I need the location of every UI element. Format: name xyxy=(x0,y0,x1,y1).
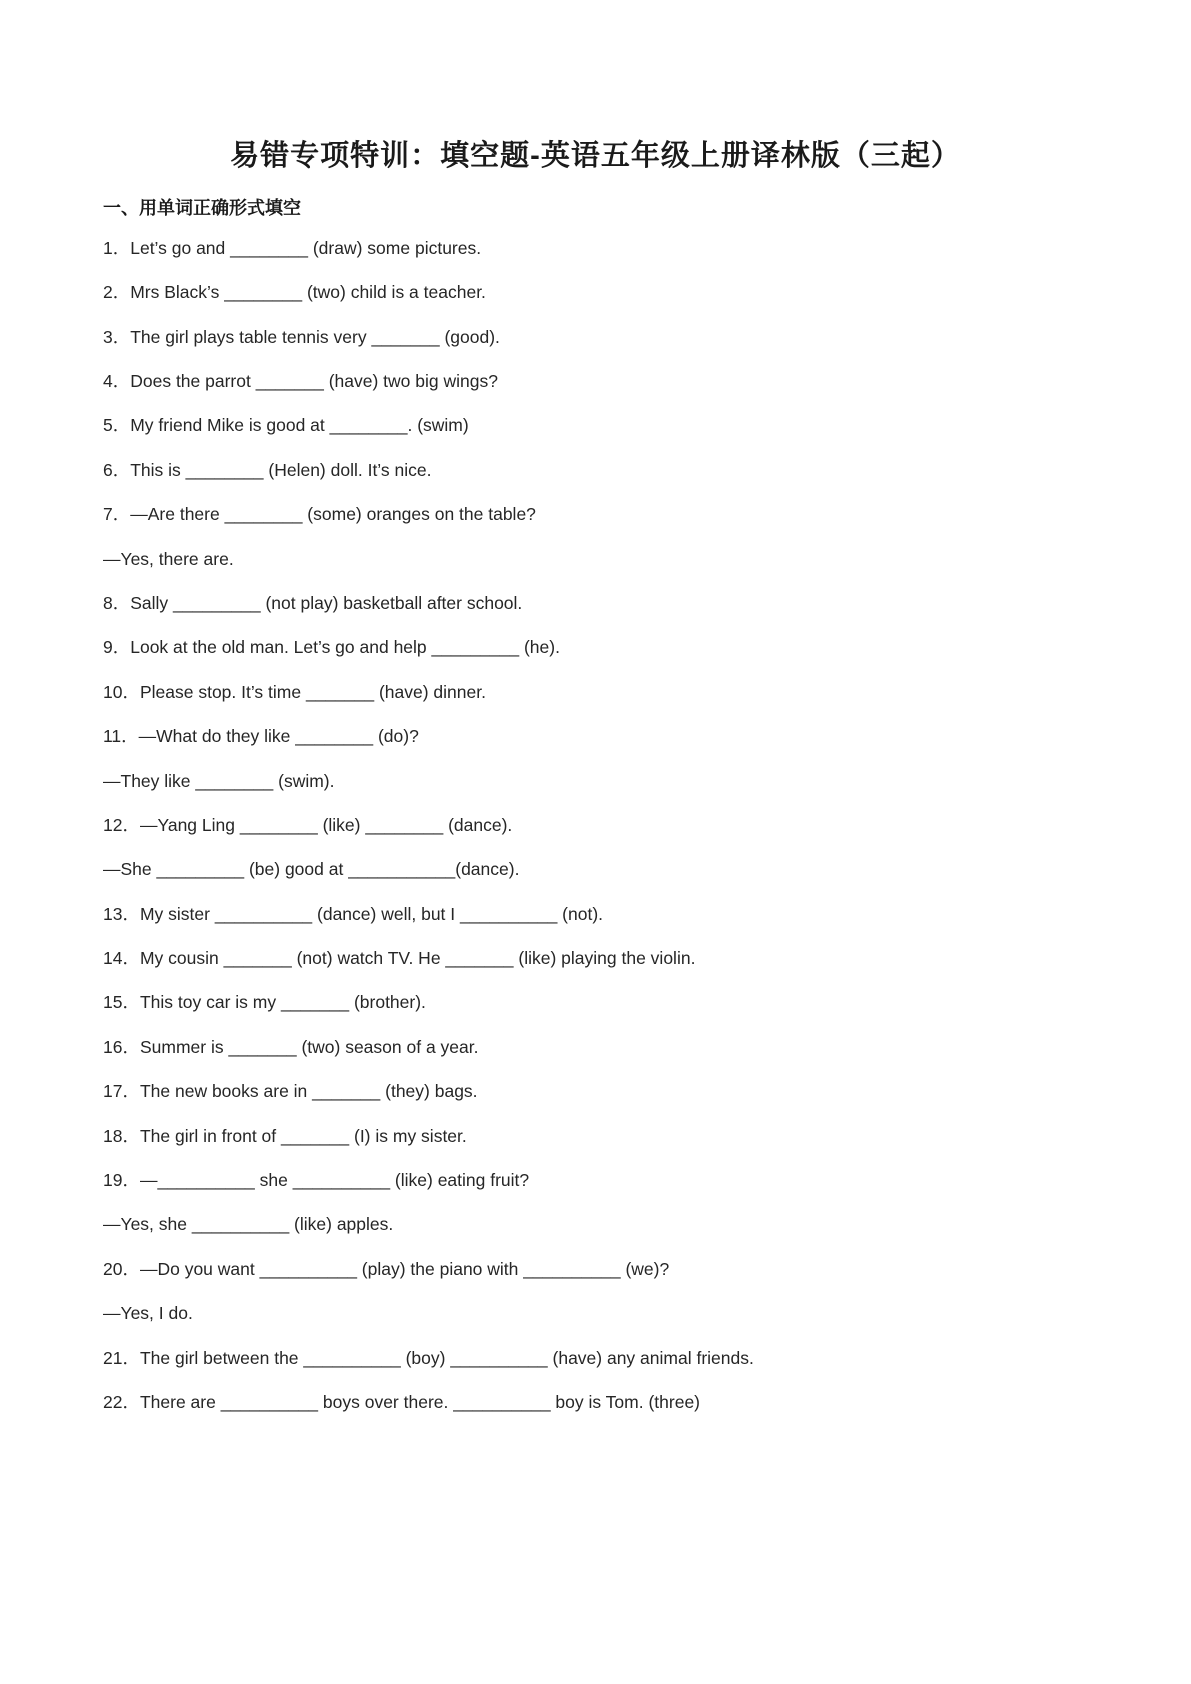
page-title: 易错专项特训：填空题-英语五年级上册译林版（三起） xyxy=(230,140,961,172)
worksheet-line: 15．This toy car is my _______ (brother). xyxy=(103,992,426,1013)
worksheet-line: 6．This is ________ (Helen) doll. It’s nice. xyxy=(103,459,432,480)
worksheet-line: 11．—What do they like ________ (do)? xyxy=(103,726,419,747)
worksheet-line: 22．There are __________ boys over there. __________ boy is Tom. (three) xyxy=(103,1392,701,1412)
worksheet-line: 4．Does the parrot _______ (have) two big wings? xyxy=(103,371,498,392)
worksheet-line: 5．My friend Mike is good at ________. (swim) xyxy=(103,415,469,436)
worksheet-line: 17．The new books are in _______ (they) bags. xyxy=(103,1081,478,1102)
worksheet-line: 3．The girl plays table tennis very _______ (good). xyxy=(103,326,500,347)
worksheet-line: 18．The girl in front of _______ (I) is my sister. xyxy=(103,1125,467,1146)
worksheet-line: 9．Look at the old man. Let’s go and help _________ (he). xyxy=(103,637,560,658)
section-heading: 一、用单词正确形式填空 xyxy=(103,198,301,219)
question-list xyxy=(103,226,1151,1425)
worksheet-line: 8．Sally _________ (not play) basketball after school. xyxy=(103,592,523,613)
worksheet-line: 1．Let’s go and ________ (draw) some pictures. xyxy=(103,237,482,258)
worksheet-line: 12．—Yang Ling ________ (like) ________ (dance). xyxy=(103,814,513,835)
worksheet-line: 7．—Are there ________ (some) oranges on the table? xyxy=(103,504,536,525)
worksheet-line: —She _________ (be) good at ___________(dance). xyxy=(103,859,520,880)
worksheet-line: 13．My sister __________ (dance) well, but I __________ (not). xyxy=(103,903,604,924)
worksheet-line: 2．Mrs Black’s ________ (two) child is a teacher. xyxy=(103,282,486,303)
worksheet-line: 16．Summer is _______ (two) season of a year. xyxy=(103,1036,479,1057)
worksheet-line: 21．The girl between the __________ (boy) __________ (have) any animal friends. xyxy=(103,1347,754,1368)
worksheet-line: 14．My cousin _______ (not) watch TV. He _______ (like) playing the violin. xyxy=(103,948,696,969)
worksheet-line: —They like ________ (swim). xyxy=(103,770,335,791)
worksheet-line: 20．—Do you want __________ (play) the piano with __________ (we)? xyxy=(103,1258,670,1279)
worksheet-line: —Yes, I do. xyxy=(103,1303,193,1324)
worksheet-line: —Yes, there are. xyxy=(103,548,234,569)
worksheet-line: 10．Please stop. It’s time _______ (have) dinner. xyxy=(103,681,486,702)
worksheet-line: —Yes, she __________ (like) apples. xyxy=(103,1214,394,1235)
worksheet-line: 19．—__________ she __________ (like) eating fruit? xyxy=(103,1170,530,1191)
